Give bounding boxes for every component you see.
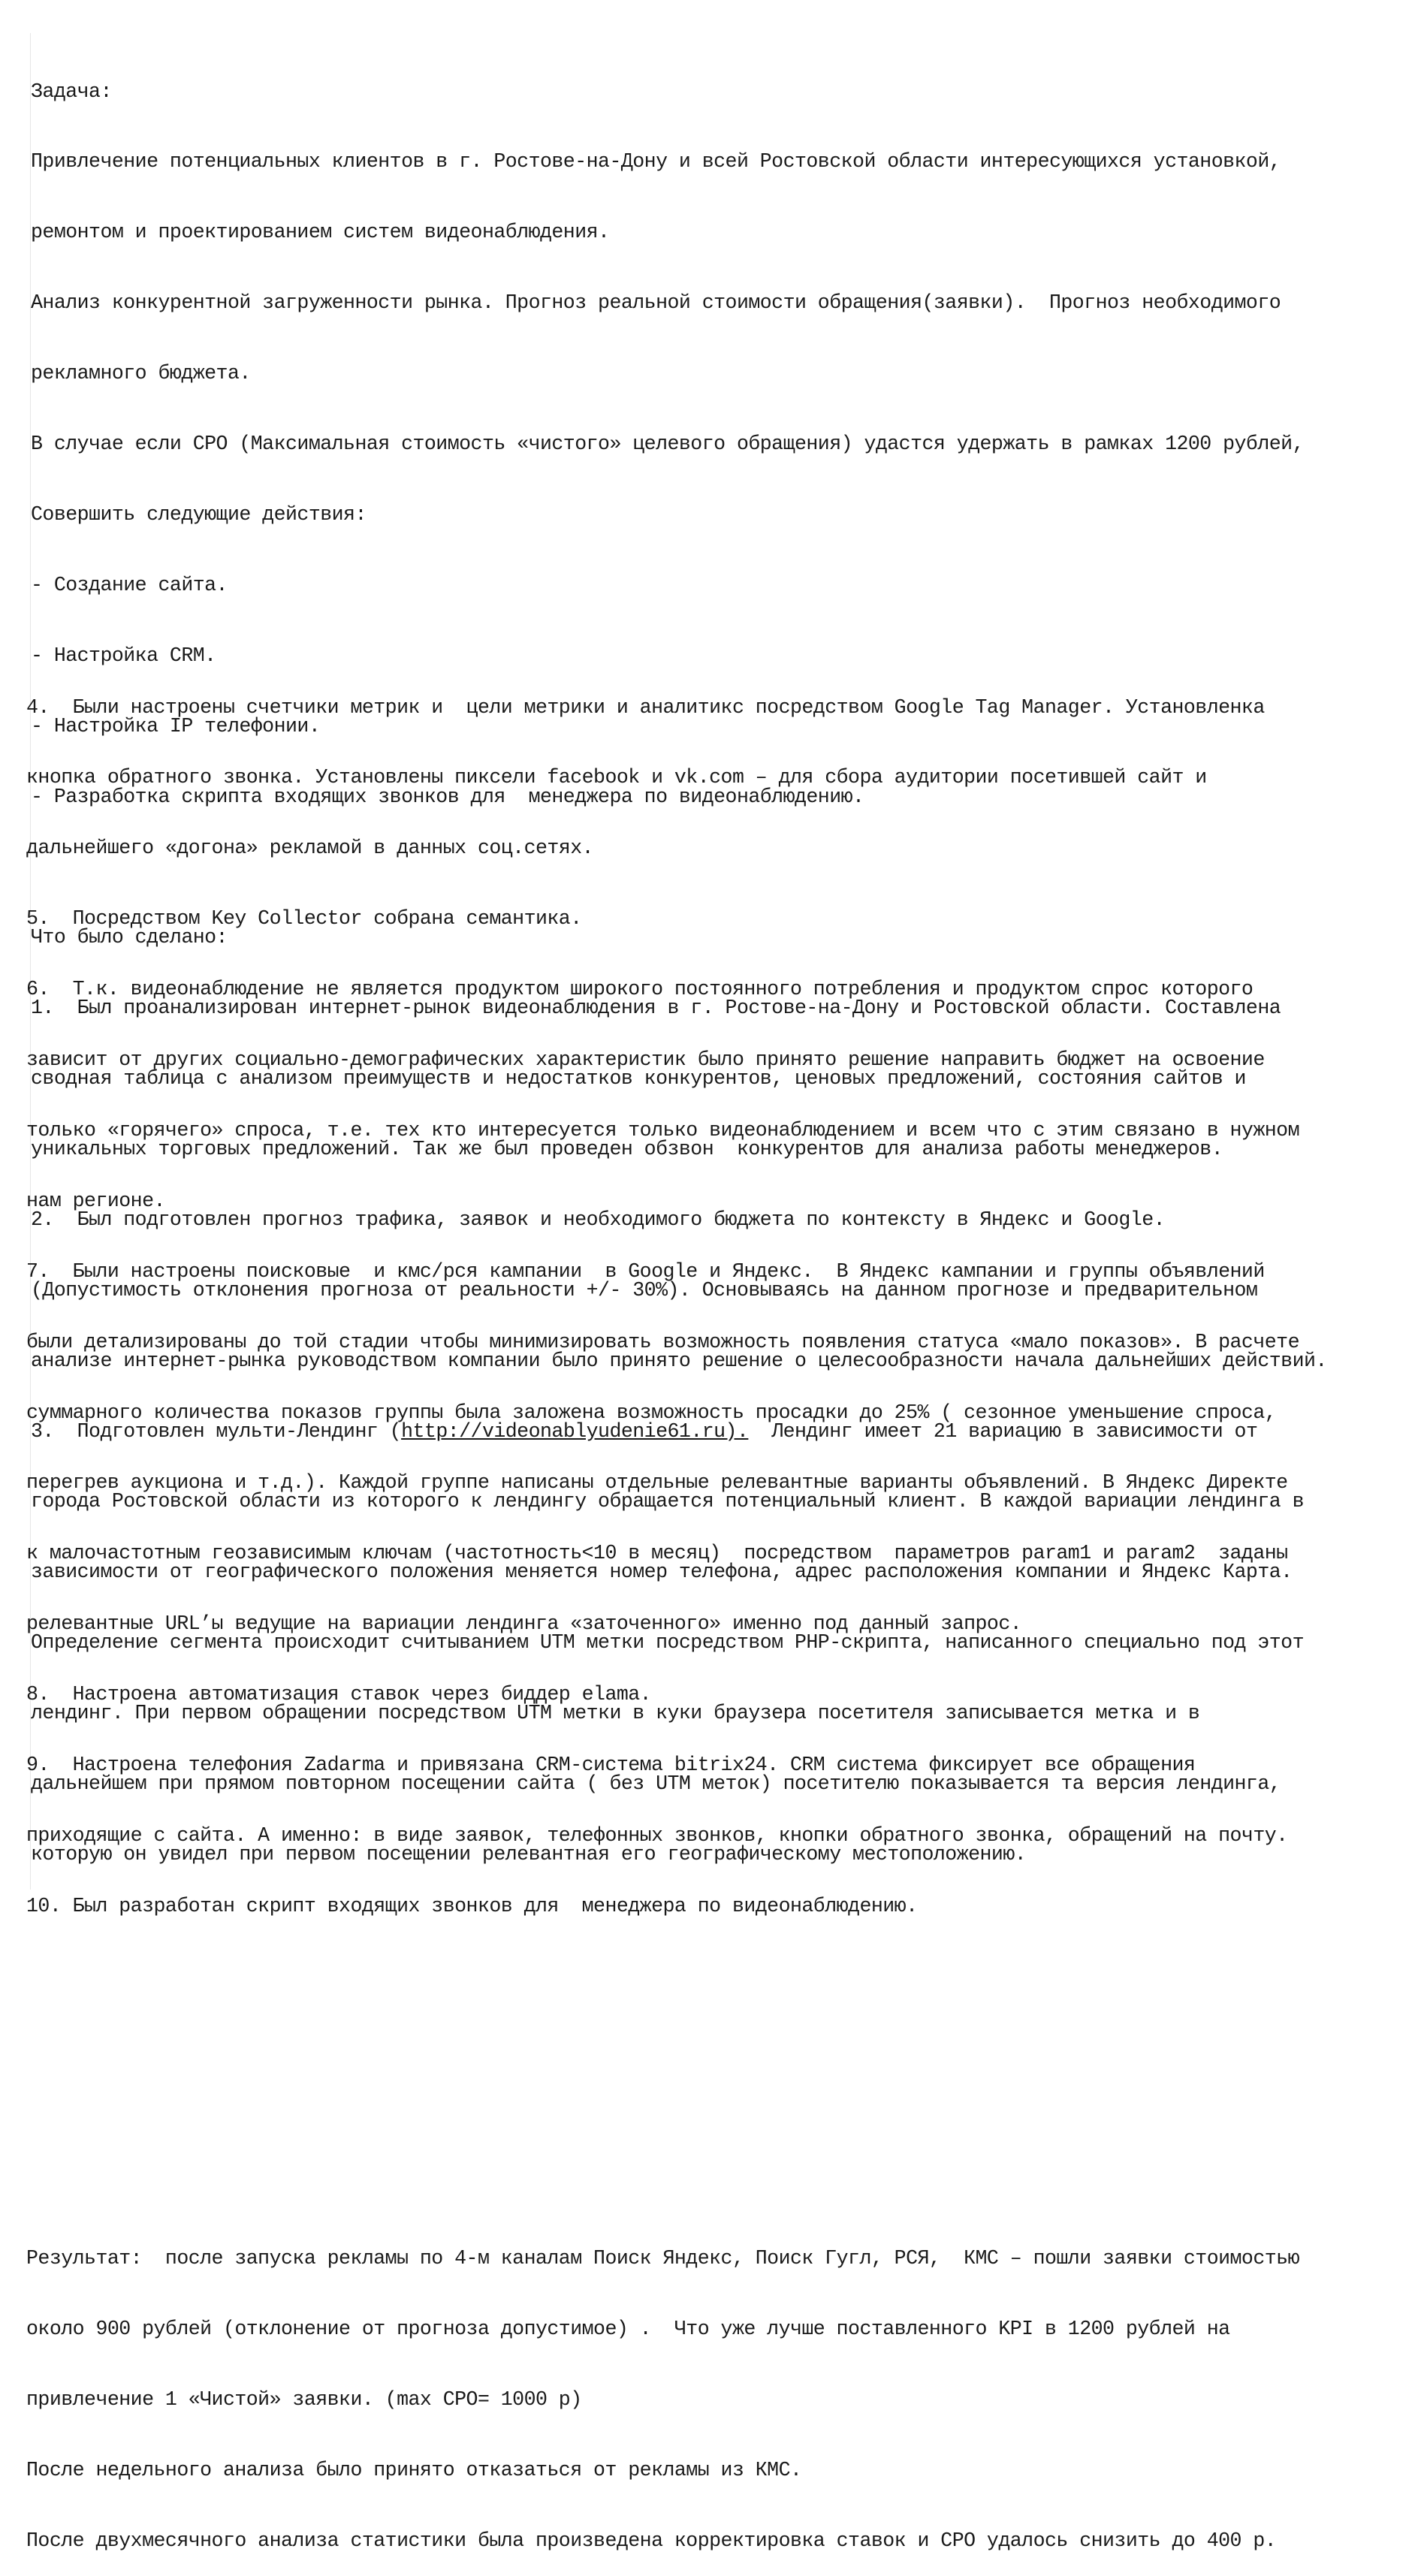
done-item-line: зависит от других социально-демографических характеристик было принято решение направить бюджет на освоение — [26, 1048, 1265, 1072]
result-line: После недельного анализа было принято отказаться от рекламы из КМС. — [26, 2458, 802, 2481]
done-item-2-line: 2. Был подготовлен прогноз трафика, заявок и необходимого бюджета по контексту в Яндекс и Google. — [31, 1208, 1166, 1231]
task-line: ремонтом и проектированием систем видеонаблюдения. — [31, 221, 610, 244]
item-3-prefix: 3. Подготовлен мульти-Лендинг ( — [31, 1419, 402, 1443]
result-line: После двухмесячного анализа статистики была произведена корректировка ставок и CPO удалось снизить до 400 р. — [26, 2529, 1277, 2552]
done-item-line: релевантные URL’ы ведущие на вариации лендинга «заточенного» именно под данный запрос. — [26, 1612, 1022, 1636]
done-item-line: кнопка обратного звонка. Установлены пиксели facebook и vk.com – для сбора аудитории посетившей сайт и — [26, 766, 1207, 789]
task-line: рекламного бюджета. — [31, 362, 251, 385]
done-item-line: дальнейшего «догона» рекламой в данных соц.сетях. — [26, 837, 594, 860]
done-item-2-line: анализе интернет-рынка руководством компании было принято решение о целесообразности начала дальнейших действий. — [31, 1349, 1327, 1372]
done-item-line: 10. Был разработан скрипт входящих звонков для менеджера по видеонаблюдению. — [26, 1894, 918, 1917]
task-line: Совершить следующие действия: — [31, 502, 367, 526]
task-action-item: - Разработка скрипта входящих звонков для менеджера по видеонаблюдению. — [31, 785, 864, 808]
result-line: около 900 рублей (отклонение от прогноза допустимое) . Что уже лучше поставленного KPI в 1200 рублей на — [26, 2318, 1230, 2341]
done-item-line: приходящие с сайта. А именно: в виде заявок, телефонных звонков, кнопки обратного звонка, обращений на почту. — [26, 1823, 1288, 1847]
done-item-line: к малочастотным геозависимым ключам (частотность<10 в месяц) посредством параметров param1 и param2 заданы — [26, 1542, 1288, 1565]
task-action-item: - Настройка IP телефонии. — [31, 714, 321, 738]
blank-line — [26, 1965, 1299, 1989]
done-item-line: только «горячего» спроса, т.е. тех кто интересуется только видеонаблюдением и всем что с этим связано в нужном — [26, 1118, 1299, 1142]
blank-line — [26, 2176, 1299, 2200]
done-item-line: 4. Были настроены счетчики метрик и цели метрики и аналитикс посредством Google Tag Manager. Установленка — [26, 695, 1265, 719]
blank-line — [26, 2036, 1299, 2059]
done-item-line: 8. Настроена автоматизация ставок через биддер elama. — [26, 1683, 652, 1706]
done-item-3-line: Определение сегмента происходит считыванием UTM метки посредством PHP-скрипта, написанного специально под этот — [31, 1631, 1304, 1654]
done-item-1-line: уникальных торговых предложений. Так же был проведен обзвон конкурентов для анализа работы менеджеров. — [31, 1137, 1223, 1160]
done-item-2-line: (Допустимость отклонения прогноза от реальности +/- 30%). Основываясь на данном прогнозе и предварительном — [31, 1278, 1258, 1302]
task-line: Привлечение потенциальных клиентов в г. Ростове-на-Дону и всей Ростовской области интересующихся установкой, — [31, 150, 1281, 173]
done-item-line: 7. Были настроены поисковые и кмс/рся кампании в Google и Яндекс. В Яндекс кампании и группы объявлений — [26, 1259, 1265, 1283]
result-line: привлечение 1 «Чистой» заявки. (max CPO= 1000 р) — [26, 2387, 582, 2411]
done-item-line: перегрев аукциона и т.д.). Каждой группе написаны отдельные релевантные варианты объявлений. В Яндекс Директе — [26, 1471, 1288, 1495]
done-item-3-line: дальнейшем при прямом повторном посещении сайта ( без UTM меток) посетителю показывается та версия лендинга, — [31, 1772, 1281, 1795]
done-item-3-line: лендинг. При первом обращении посредством UTM метки в куки браузера посетителя записывается метка и в — [31, 1702, 1200, 1725]
blank-line — [26, 2106, 1299, 2129]
done-item-line: 6. Т.к. видеонаблюдение не является продуктом широкого постоянного потребления и продуктом спрос которого — [26, 978, 1254, 1001]
done-item-line: 9. Настроена телефония Zadarma и привязана CRM-система bitrix24. CRM система фиксирует все обращения — [26, 1753, 1196, 1776]
done-item-line: суммарного количества показов группы была заложена возможность просадки до 25% ( сезонное уменьшение спроса, — [26, 1401, 1277, 1424]
task-heading: Задача: — [31, 80, 112, 103]
done-item-line: были детализированы до той стадии чтобы минимизировать возможность появления статуса «мало показов». В расчете — [26, 1330, 1299, 1353]
done-item-1-line: 1. Был проанализирован интернет-рынок видеонаблюдения в г. Ростове-на-Дону и Ростовской области. Составлена — [31, 997, 1281, 1020]
done-heading: Что было сделано: — [31, 926, 228, 949]
result-line: Результат: после запуска рекламы по 4-м каналам Поиск Яндекс, Поиск Гугл, РСЯ, КМС – пошли заявки стоимостью — [26, 2247, 1299, 2270]
done-item-line: нам регионе. — [26, 1189, 165, 1212]
task-line: В случае если CPO (Максимальная стоимость «чистого» целевого обращения) удастся удержать в рамках 1200 рублей, — [31, 433, 1304, 456]
item-3-suffix: Лендинг имеет 21 вариацию в зависимости от — [748, 1419, 1258, 1443]
task-action-item: - Создание сайта. — [31, 573, 228, 596]
done-item-3-line: зависимости от географического положения меняется номер телефона, адрес расположения компании и Яндекс Карта. — [31, 1561, 1293, 1584]
done-item-3-line: города Ростовской области из которого к лендингу обращается потенциальный клиент. В каждой вариации лендинга в — [31, 1490, 1304, 1513]
landing-page-link[interactable]: http://videonablyudenie61.ru). — [401, 1419, 749, 1443]
task-line: Анализ конкурентной загруженности рынка. Прогноз реальной стоимости обращения(заявки). Прогноз необходимого — [31, 291, 1281, 315]
done-item-3-line: которую он увидел при первом посещении релевантная его географическому местоположению. — [31, 1842, 1027, 1866]
document-block-lower — [26, 649, 1299, 2576]
done-item-1-line: сводная таблица с анализом преимуществ и недостатков конкурентов, ценовых предложений, состояния сайтов и — [31, 1067, 1246, 1090]
done-item-line: 5. Посредством Key Collector собрана семантика. — [26, 907, 582, 931]
task-action-item: - Настройка CRM. — [31, 644, 216, 667]
